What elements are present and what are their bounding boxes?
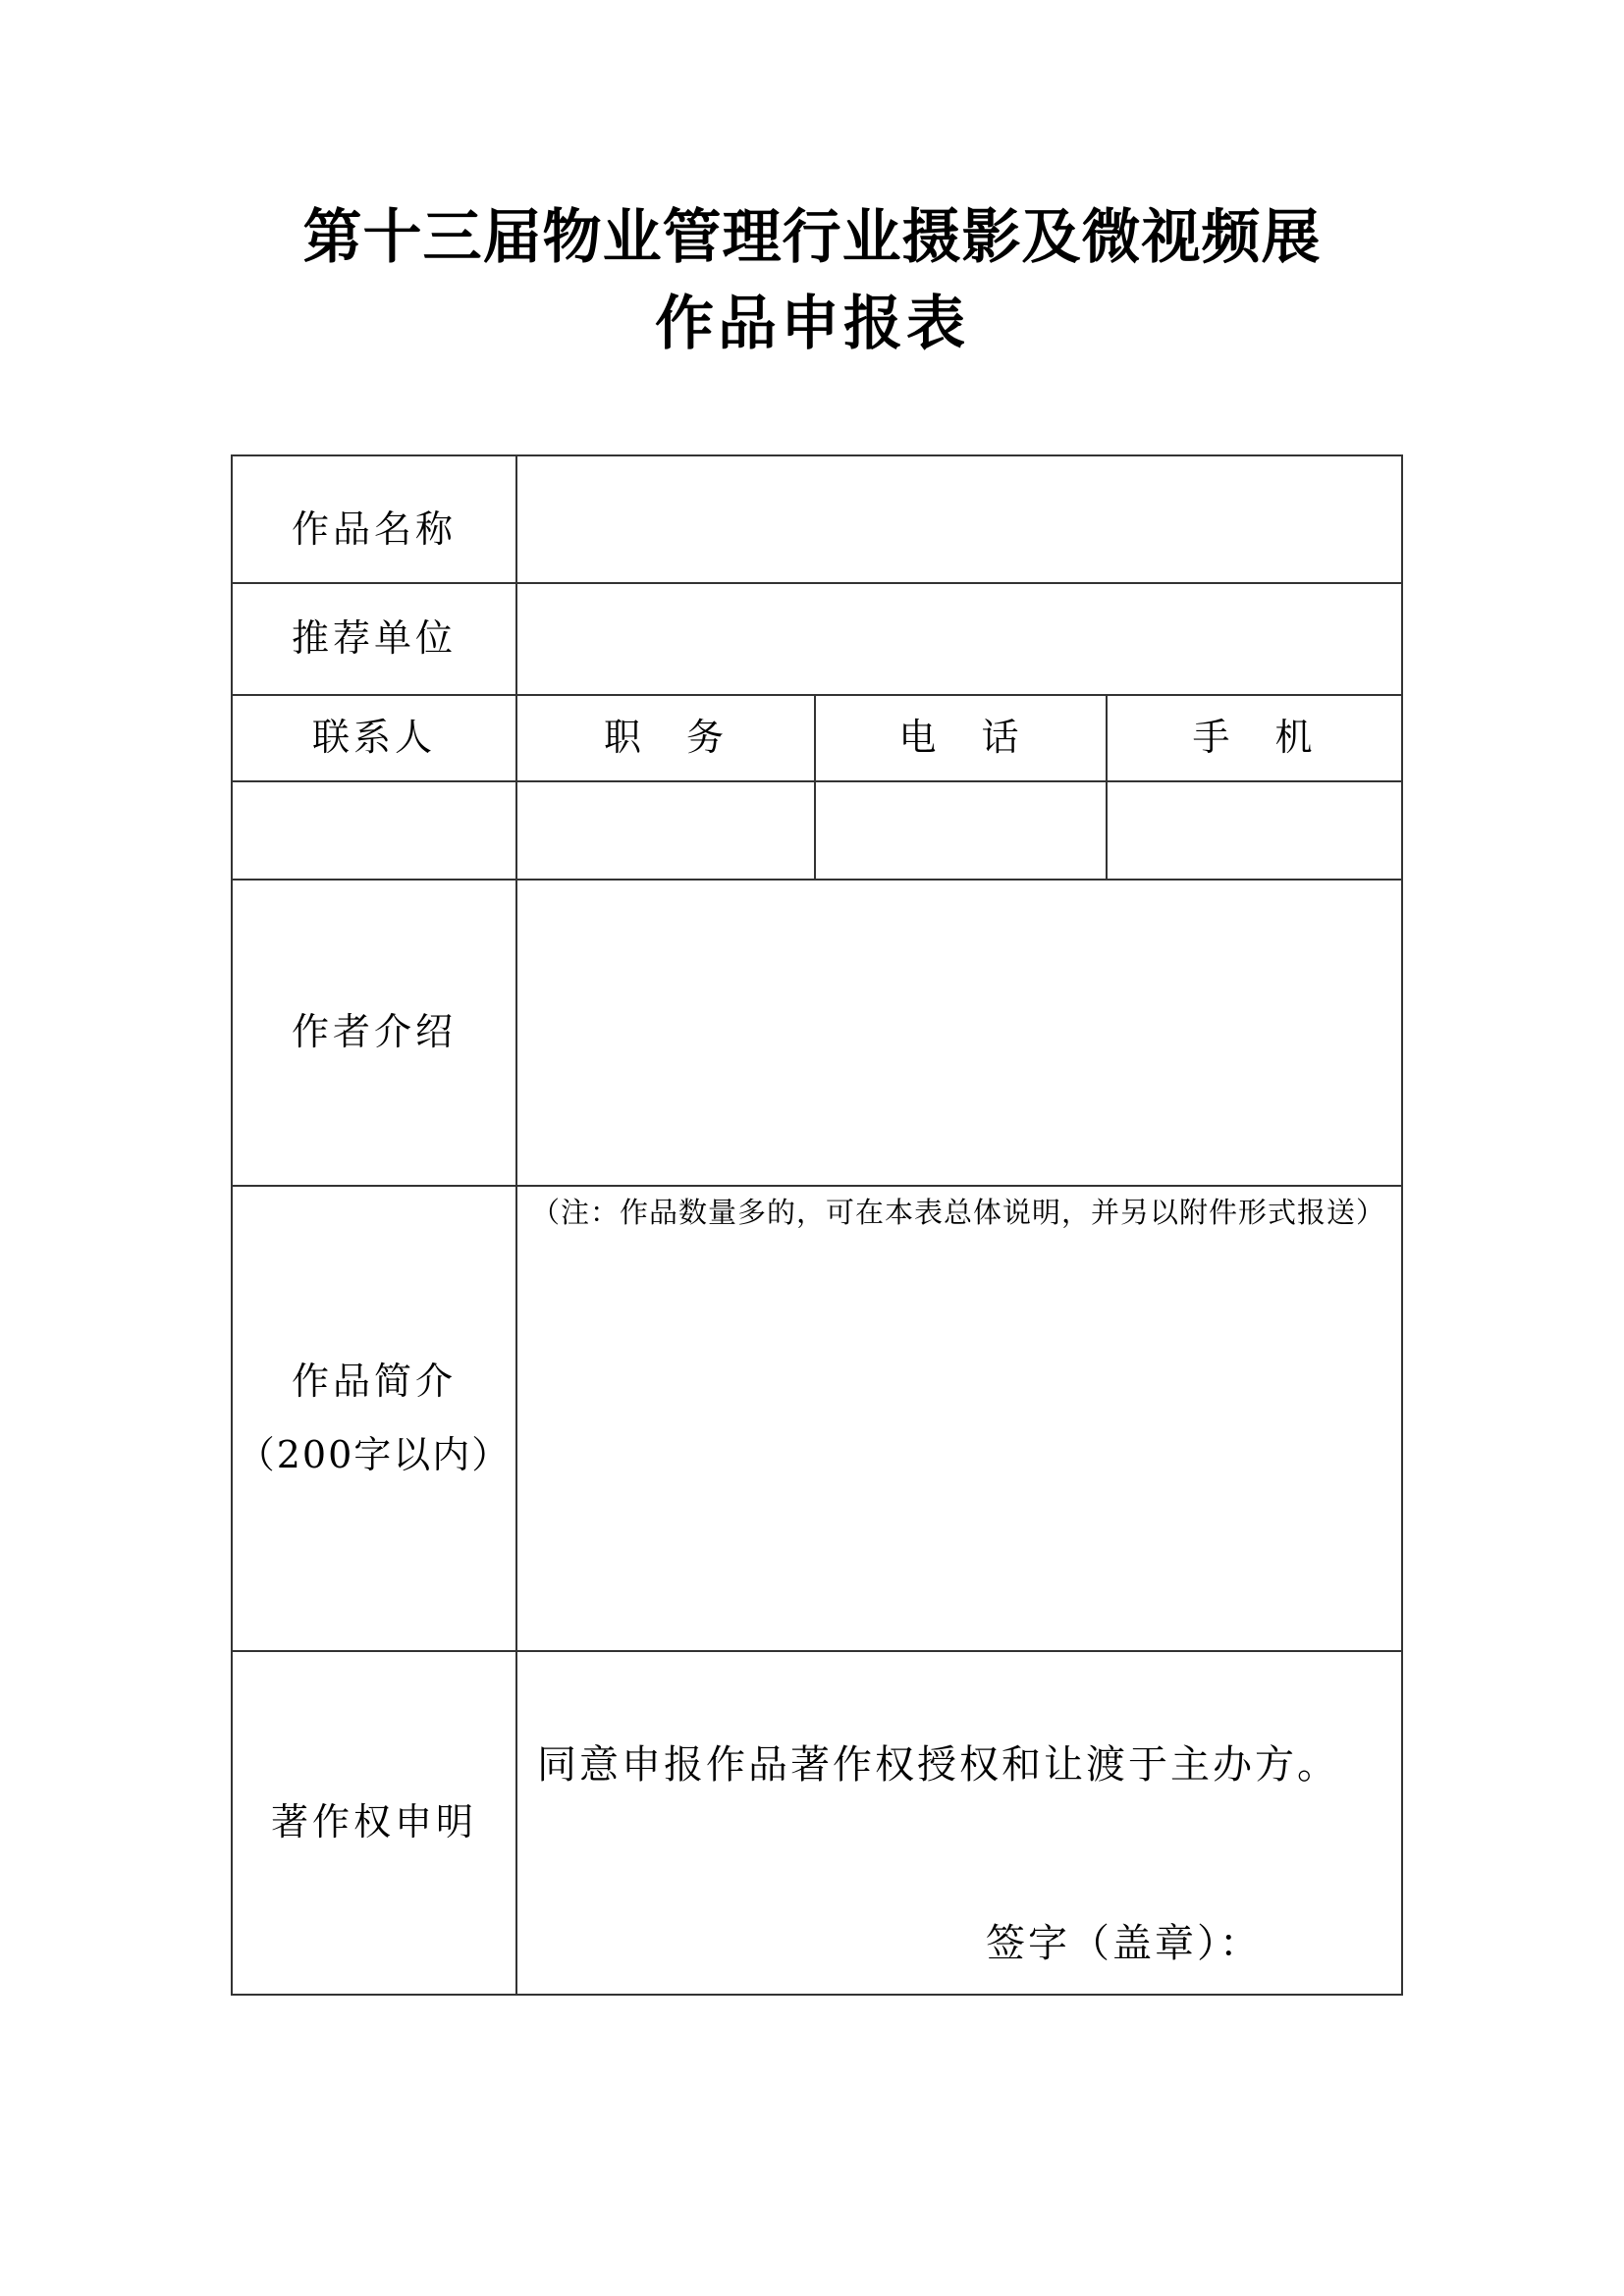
work-intro-limit: （200字以内） (237, 1433, 512, 1476)
phone-header: 电 话 (815, 695, 1107, 781)
mobile-header: 手 机 (1107, 695, 1402, 781)
author-intro-row (232, 880, 1402, 1186)
work-intro-label-cell (232, 1186, 516, 1651)
form-subtitle: 作品申报表 (655, 290, 969, 358)
recommender-label: 推荐单位 (232, 583, 516, 695)
work-intro-field[interactable] (516, 1186, 1402, 1651)
copyright-field (516, 1651, 1402, 1995)
author-intro-label: 作者介绍 (232, 880, 516, 1186)
position-field[interactable] (516, 781, 815, 880)
recommender-field[interactable] (516, 583, 1402, 695)
work-name-row (232, 455, 1402, 583)
contact-person-header: 联系人 (232, 695, 516, 781)
work-name-field[interactable] (516, 455, 1402, 583)
work-intro-label: 作品简介 (291, 1359, 457, 1403)
copyright-label: 著作权申明 (232, 1651, 516, 1995)
mobile-field[interactable] (1107, 781, 1402, 880)
position-header: 职 务 (516, 695, 815, 781)
contact-header-row (232, 695, 1402, 781)
contact-value-row (232, 781, 1402, 880)
recommender-row (232, 583, 1402, 695)
signature-label[interactable]: 签字（盖章）： (986, 1921, 1262, 1966)
application-form-table (231, 454, 1403, 1996)
work-intro-row (232, 1186, 1402, 1651)
work-intro-note: （注：作品数量多的，可在本表总体说明，并另以附件形式报送） (531, 1196, 1386, 1229)
author-intro-field[interactable] (516, 880, 1402, 1186)
form-title: 第十三届物业管理行业摄影及微视频展 (302, 203, 1322, 272)
phone-field[interactable] (815, 781, 1107, 880)
copyright-statement: 同意申报作品著作权授权和让渡于主办方。 (537, 1742, 1339, 1788)
copyright-row (232, 1651, 1402, 1995)
work-name-label: 作品名称 (232, 455, 516, 583)
contact-person-field[interactable] (232, 781, 516, 880)
